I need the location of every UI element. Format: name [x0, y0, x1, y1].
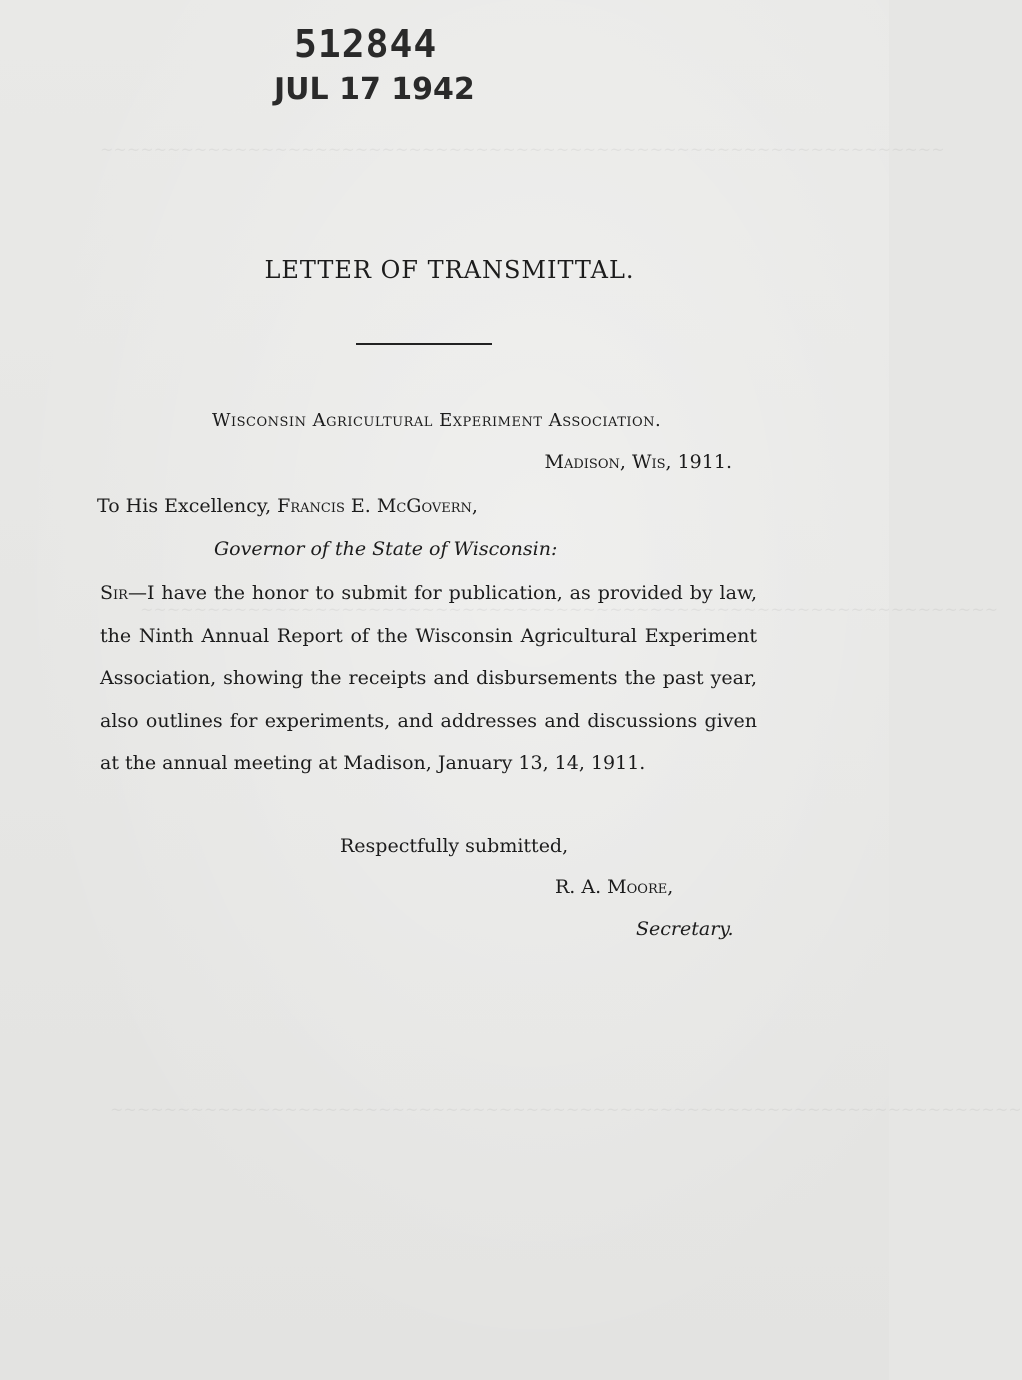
addressee-name: Francis E. McGovern, [277, 495, 478, 517]
accession-number-stamp: 512844 [294, 22, 438, 66]
signer-name: R. A. Moore, [555, 876, 674, 898]
governor-title: Governor of the State of Wisconsin: [214, 538, 558, 560]
letter-body-text: —I have the honor to submit for publication, as provided by law, the Ninth Annual Report of the Wisconsin Agricultural Experiment Association, showing the receipts and disbursements the past year, also outlines for experiments, and addresses and discussions given at the annual meeting at Madison, January 13, 14, 1911. [100, 582, 757, 775]
page-title: LETTER OF TRANSMITTAL. [264, 256, 635, 284]
salutation-prefix: To His Excellency, [97, 495, 272, 517]
sir-salutation: Sir [100, 582, 128, 604]
closing-line: Respectfully submitted, [340, 835, 569, 857]
letter-body [100, 572, 757, 785]
bleed-through-text: ~~~~~~~~~~~~~~~~~~~~~~~~~~~~~~~~~~~~~~~~~~~~~~~~~~~~~~~~~~~~~~~~ [140, 600, 998, 619]
title-divider [356, 343, 492, 345]
date-stamp: JUL 17 1942 [274, 72, 475, 107]
signer-role: Secretary. [636, 918, 734, 940]
place-date-line [545, 451, 732, 473]
place-date-text: Madison, Wis, 1911. [544, 451, 732, 473]
salutation-line [97, 495, 478, 517]
association-heading: Wisconsin Agricultural Experiment Association. [212, 410, 662, 431]
bleed-through-text: ~~~~~~~~~~~~~~~~~~~~~~~~~~~~~~~~~~~~~~~~~~~~~~~~~~~~~~~~~~~~~~~~~~~~ [110, 1100, 1022, 1119]
bleed-through-text: ~~~~~~~~~~~~~~~~~~~~~~~~~~~~~~~~~~~~~~~~~~~~~~~~~~~~~~~~~~~~~~~ [100, 140, 945, 159]
